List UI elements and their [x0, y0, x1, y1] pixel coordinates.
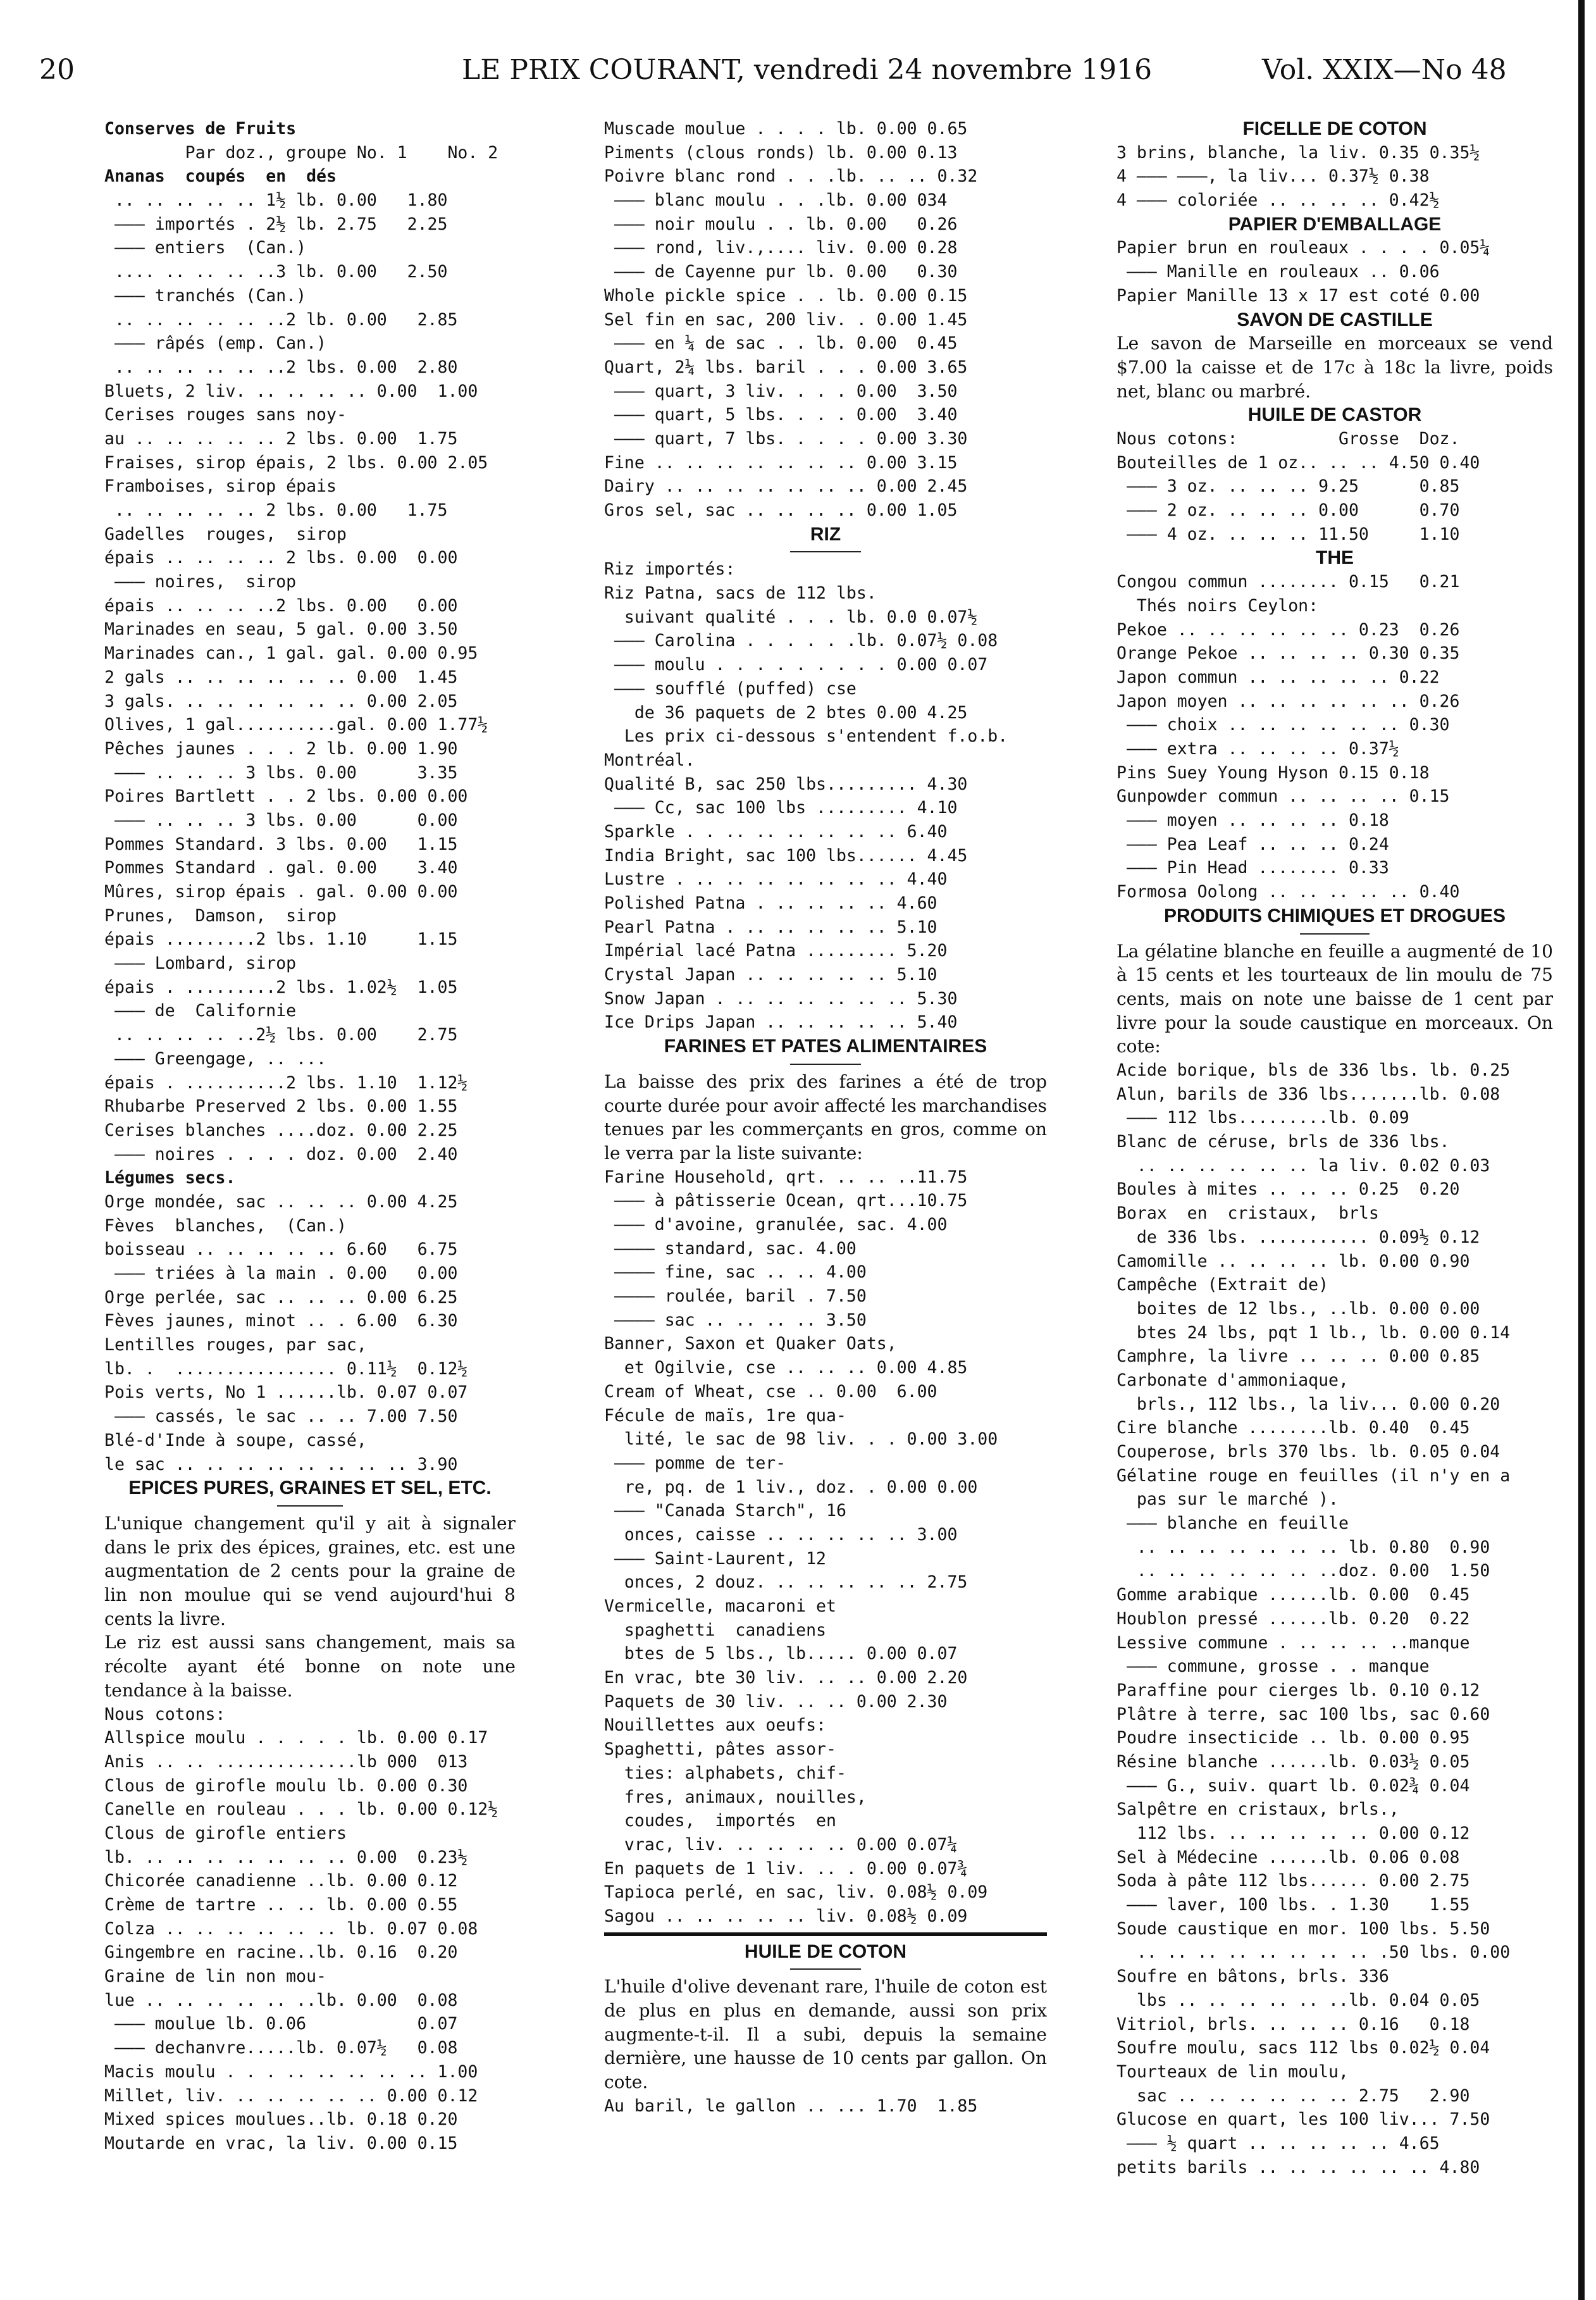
price-line: Piments (clous ronds) lb. 0.00 0.13	[604, 142, 958, 163]
price-line: Cerises blanches ....doz. 0.00 2.25	[104, 1120, 458, 1140]
price-line: Vermicelle, macaroni et	[604, 1596, 836, 1617]
price-line: .. .. .. .. .. .. ..doz. 0.00 1.50	[1117, 1561, 1490, 1581]
price-line: Gingembre en racine..lb. 0.16 0.20	[104, 1943, 458, 1963]
price-line: ——— cassés, le sac .. .. 7.00 7.50	[104, 1407, 458, 1427]
price-line: Poivre blanc rond . . .lb. .. .. 0.32	[604, 166, 978, 187]
price-line: Banner, Saxon et Quaker Oats,	[604, 1334, 897, 1354]
price-line: ——— d'avoine, granulée, sac. 4.00	[604, 1215, 948, 1235]
price-line: ——— 3 oz. .. .. .. 9.25 0.85	[1117, 476, 1460, 497]
price-line: ——— Pea Leaf .. .. .. 0.24	[1117, 834, 1389, 854]
price-line: ——— pomme de ter-	[604, 1453, 786, 1473]
price-line: .... .. .. .. ..3 lb. 0.00 2.50	[104, 262, 448, 282]
price-line: Pois verts, No 1 ......lb. 0.07 0.07	[104, 1383, 468, 1403]
price-line: Paraffine pour cierges lb. 0.10 0.12	[1117, 1680, 1480, 1700]
price-line: 2 gals .. .. .. .. .. .. 0.00 1.45	[104, 667, 458, 687]
price-line: Polished Patna . .. .. .. .. 4.60	[604, 893, 937, 914]
price-line: Sagou .. .. .. .. .. liv. 0.08½ 0.09	[604, 1906, 968, 1926]
price-line: Bouteilles de 1 oz.. .. .. 4.50 0.40	[1117, 452, 1480, 473]
price-line: Les prix ci-dessous s'entendent f.o.b.	[604, 726, 1008, 747]
price-line: Acide borique, bls de 336 lbs. lb. 0.25	[1117, 1060, 1511, 1081]
price-line: ——— moyen .. .. .. .. 0.18	[1117, 811, 1389, 831]
price-line: Pommes Standard. 3 lbs. 0.00 1.15	[104, 834, 458, 854]
column-left	[104, 117, 516, 2156]
price-line: Canelle en rouleau . . . lb. 0.00 0.12½	[104, 1800, 498, 1820]
price-line: ——— rond, liv.,.... liv. 0.00 0.28	[604, 238, 958, 258]
price-line: Crystal Japan .. .. .. .. .. 5.10	[604, 965, 937, 985]
page-number: 20	[39, 54, 75, 86]
price-line: Whole pickle spice . . lb. 0.00 0.15	[604, 285, 968, 306]
price-line: ——— triées à la main . 0.00 0.00	[104, 1264, 458, 1283]
price-line: ——— 112 lbs.........lb. 0.09	[1117, 1108, 1409, 1128]
price-line: boisseau .. .. .. .. .. 6.60 6.75	[104, 1240, 458, 1260]
price-line: .. .. .. .. .. ..2 lb. 0.00 2.85	[104, 309, 458, 330]
price-line: ——— Cc, sac 100 lbs ......... 4.10	[604, 798, 958, 818]
price-line: Japon moyen .. .. .. .. .. .. 0.26	[1117, 691, 1460, 711]
paragraph: La baisse des prix des farines a été de trop courte durée pour avoir affecté les marchandises tenues par les commerçants en gros, comme on le verra par la liste suivante:	[604, 1071, 1047, 1164]
price-line: Snow Japan . .. .. .. .. .. .. 5.30	[604, 988, 958, 1009]
price-line: ——— dechanvre.....lb. 0.07½ 0.08	[104, 2038, 458, 2058]
price-line: Congou commun ........ 0.15 0.21	[1117, 572, 1460, 592]
price-line: Formosa Oolong .. .. .. .. .. 0.40	[1117, 882, 1460, 902]
newspaper-title: LE PRIX COURANT, vendredi 24 novembre 1916	[462, 54, 1153, 86]
price-line: Qualité B, sac 250 lbs......... 4.30	[604, 774, 968, 794]
price-line: lb. . ................ 0.11½ 0.12½	[104, 1358, 468, 1379]
price-line: btes de 5 lbs., lb..... 0.00 0.07	[604, 1644, 958, 1664]
price-line: Glucose en quart, les 100 liv... 7.50	[1117, 2110, 1490, 2130]
price-line: En vrac, bte 30 liv. .. .. 0.00 2.20	[604, 1668, 968, 1688]
price-line: Paquets de 30 liv. .. .. 0.00 2.30	[604, 1691, 948, 1712]
price-line: Boules à mites .. .. .. 0.25 0.20	[1117, 1179, 1460, 1200]
price-line: Macis moulu . . . .. .. .. .. .. 1.00	[104, 2061, 478, 2082]
price-line: ———— fine, sac .. .. 4.00	[604, 1262, 867, 1283]
price-line: Pearl Patna . .. .. .. .. .. 5.10	[604, 917, 937, 937]
price-line: Olives, 1 gal..........gal. 0.00 1.77½	[104, 715, 488, 735]
price-line: ——— de Californie	[104, 1001, 297, 1021]
price-line: Salpêtre en cristaux, brls.,	[1117, 1800, 1399, 1820]
volume-number: Vol. XXIX—No 48	[1262, 54, 1507, 86]
price-line: ——— de Cayenne pur lb. 0.00 0.30	[604, 262, 958, 282]
price-line: Borax en cristaux, brls	[1117, 1203, 1379, 1224]
paragraph: Le riz est aussi sans changement, mais sa récolte ayant été bonne on note une tendance à la baisse.	[104, 1632, 516, 1701]
price-line: Nous cotons:	[104, 1704, 226, 1724]
price-line: Conserves de Fruits	[104, 119, 297, 139]
price-line: brls., 112 lbs., la liv... 0.00 0.20	[1117, 1394, 1500, 1414]
price-line: Nous cotons: Grosse Doz.	[1117, 429, 1460, 449]
price-line: Marinades can., 1 gal. gal. 0.00 0.95	[104, 643, 478, 664]
price-line: Soude caustique en mor. 100 lbs. 5.50	[1117, 1918, 1490, 1939]
price-line: Carbonate d'ammoniaque,	[1117, 1370, 1349, 1390]
price-line: Muscade moulue . . . . lb. 0.00 0.65	[604, 119, 968, 139]
price-line: épais . ..........2 lbs. 1.10 1.12½	[104, 1072, 468, 1093]
price-line: Crème de tartre .. .. lb. 0.00 0.55	[104, 1895, 458, 1915]
price-line: .. .. .. .. .. 2 lbs. 0.00 1.75	[104, 500, 448, 520]
price-line: Pommes Standard . gal. 0.00 3.40	[104, 858, 458, 878]
price-line: Allspice moulu . . . . . lb. 0.00 0.17	[104, 1728, 488, 1748]
section-heading: THE	[1316, 547, 1354, 569]
price-line: Orange Pekoe .. .. .. .. 0.30 0.35	[1117, 643, 1460, 664]
price-line: onces, 2 douz. .. .. .. .. .. 2.75	[604, 1572, 968, 1593]
price-line: Clous de girofle moulu lb. 0.00 0.30	[104, 1775, 468, 1796]
price-line: 4 ——— ———, la liv... 0.37½ 0.38	[1117, 166, 1430, 187]
price-line: ——— Pin Head ........ 0.33	[1117, 858, 1389, 878]
price-line: ——— .. .. .. 3 lbs. 0.00 3.35	[104, 762, 458, 783]
price-line: ——— râpés (emp. Can.)	[104, 333, 326, 354]
price-line: .. .. .. .. .. .. .. lb. 0.80 0.90	[1117, 1537, 1490, 1557]
price-line: Campêche (Extrait de)	[1117, 1275, 1329, 1295]
price-line: Fèves jaunes, minot .. . 6.00 6.30	[104, 1311, 458, 1331]
price-line: ——— extra .. .. .. .. 0.37½	[1117, 739, 1399, 759]
price-line: ——— ½ quart .. .. .. .. .. 4.65	[1117, 2133, 1440, 2153]
section-heading: PRODUITS CHIMIQUES ET DROGUES	[1163, 905, 1506, 926]
price-line: Riz Patna, sacs de 112 lbs.	[604, 583, 877, 604]
price-line: Camomille .. .. .. .. lb. 0.00 0.90	[1117, 1251, 1470, 1271]
paragraph: L'huile d'olive devenant rare, l'huile de coton est de plus en plus en demande, aussi son prix augmente-t-il. Il a subi, depuis la semaine dernière, une hausse de 10 cents par gallon. On cote.	[604, 1976, 1047, 2093]
price-line: onces, caisse .. .. .. .. .. 3.00	[604, 1524, 958, 1545]
price-line: ——— choix .. .. .. .. .. .. 0.30	[1117, 715, 1450, 735]
price-line: Cerises rouges sans noy-	[104, 405, 347, 425]
price-line: Soufre moulu, sacs 112 lbs 0.02½ 0.04	[1117, 2038, 1490, 2058]
price-line: Couperose, brls 370 lbs. lb. 0.05 0.04	[1117, 1442, 1500, 1462]
price-line: Pêches jaunes . . . 2 lb. 0.00 1.90	[104, 738, 458, 759]
price-line: vrac, liv. .. .. .. .. 0.00 0.07¼	[604, 1834, 958, 1855]
section-divider	[604, 1059, 1047, 1070]
price-line: de 336 lbs. ........... 0.09½ 0.12	[1117, 1227, 1480, 1247]
price-line: Chicorée canadienne ..lb. 0.00 0.12	[104, 1871, 458, 1891]
price-line: ———— standard, sac. 4.00	[604, 1238, 857, 1259]
price-line: Rhubarbe Preserved 2 lbs. 0.00 1.55	[104, 1097, 458, 1117]
price-line: boites de 12 lbs., ..lb. 0.00 0.00	[1117, 1298, 1480, 1319]
price-line: Orge perlée, sac .. .. .. 0.00 6.25	[104, 1287, 458, 1307]
price-line: suivant qualité . . . lb. 0.0 0.07½	[604, 607, 978, 627]
price-line: Gélatine rouge en feuilles (il n'y en a	[1117, 1465, 1511, 1486]
page-edge-rule	[1578, 0, 1585, 2300]
price-line: Fécule de maïs, 1re qua-	[604, 1405, 846, 1426]
price-line: ——— G., suiv. quart lb. 0.02¾ 0.04	[1117, 1775, 1470, 1796]
price-line: .. .. .. .. ..2½ lbs. 0.00 2.75	[104, 1025, 458, 1045]
paragraph: L'unique changement qu'il y ait à signaler dans le prix des épices, graines, etc. est une augmentation de 2 cents pour la graine de lin non moulue qui se vend aujourd'hui 8 cents la livre.	[104, 1512, 516, 1629]
price-line: spaghetti canadiens	[604, 1620, 826, 1640]
section-heading: FARINES ET PATES ALIMENTAIRES	[664, 1036, 987, 1057]
price-line: Alun, barils de 336 lbs.......lb. 0.08	[1117, 1084, 1500, 1104]
section-heading: EPICES PURES, GRAINES ET SEL, ETC.	[128, 1477, 492, 1499]
price-line: ——— à pâtisserie Ocean, qrt...10.75	[604, 1191, 968, 1211]
price-line: ——— moulu . . . . . . . . . 0.00 0.07	[604, 655, 988, 675]
price-line: Plâtre à terre, sac 100 lbs, sac 0.60	[1117, 1704, 1490, 1724]
price-line: 3 brins, blanche, la liv. 0.35 0.35½	[1117, 142, 1480, 163]
price-line: Lentilles rouges, par sac,	[104, 1335, 367, 1355]
price-line: Clous de girofle entiers	[104, 1823, 347, 1843]
price-line: Fèves blanches, (Can.)	[104, 1215, 347, 1236]
price-line: Cire blanche ........lb. 0.40 0.45	[1117, 1418, 1470, 1438]
price-line: sac .. .. .. .. .. .. 2.75 2.90	[1117, 2086, 1470, 2106]
price-line: ——— 4 oz. .. .. .. 11.50 1.10	[1117, 524, 1460, 544]
paragraph: Le savon de Marseille en morceaux se vend $7.00 la caisse et de 17c à 18c la livre, poids net, blanc ou marbré.	[1117, 333, 1553, 402]
price-line: btes 24 lbs, pqt 1 lb., lb. 0.00 0.14	[1117, 1322, 1511, 1343]
price-line: Gros sel, sac .. .. .. .. 0.00 1.05	[604, 500, 958, 520]
section-heading: HUILE DE COTON	[744, 1941, 907, 1962]
price-line: ——— 2 oz. .. .. .. 0.00 0.70	[1117, 500, 1460, 521]
page-header	[0, 54, 1596, 98]
price-line: Poires Bartlett . . 2 lbs. 0.00 0.00	[104, 786, 468, 807]
price-line: lité, le sac de 98 liv. . . 0.00 3.00	[604, 1429, 998, 1450]
price-line: lue .. .. .. .. .. ..lb. 0.00 0.08	[104, 1990, 458, 2010]
price-line: ties: alphabets, chif-	[604, 1763, 846, 1783]
price-line: Impérial lacé Patna ......... 5.20	[604, 941, 948, 961]
price-line: 112 lbs. .. .. .. .. .. 0.00 0.12	[1117, 1824, 1470, 1844]
price-line: Pekoe .. .. .. .. .. .. 0.23 0.26	[1117, 619, 1460, 640]
price-line: Millet, liv. .. .. .. .. .. 0.00 0.12	[104, 2086, 478, 2106]
section-heading: PAPIER D'EMBALLAGE	[1228, 213, 1442, 235]
price-line: Gunpowder commun .. .. .. .. 0.15	[1117, 786, 1450, 807]
price-line: Fine .. .. .. .. .. .. .. 0.00 3.15	[604, 452, 958, 473]
price-line: .. .. .. .. .. .. .. .. .50 lbs. 0.00	[1117, 1943, 1511, 1963]
price-line: ——— quart, 7 lbs. . . . . 0.00 3.30	[604, 428, 968, 449]
section-heading: SAVON DE CASTILLE	[1237, 309, 1433, 330]
price-line: En paquets de 1 liv. .. . 0.00 0.07¾	[604, 1858, 968, 1879]
price-line: ——— laver, 100 lbs. . 1.30 1.55	[1117, 1895, 1470, 1915]
price-line: re, pq. de 1 liv., doz. . 0.00 0.00	[604, 1477, 978, 1497]
price-line: ——— .. .. .. 3 lbs. 0.00 0.00	[104, 810, 458, 830]
price-line: Blanc de céruse, brls de 336 lbs.	[1117, 1132, 1450, 1152]
price-line: Cream of Wheat, cse .. 0.00 6.00	[604, 1381, 937, 1402]
price-line: Par doz., groupe No. 1 No. 2	[104, 142, 498, 163]
price-line: ——— en ¼ de sac . . lb. 0.00 0.45	[604, 333, 958, 354]
price-line: Graine de lin non mou-	[104, 1967, 326, 1987]
price-line: ——— blanc moulu . . .lb. 0.00 034	[604, 190, 948, 211]
price-line: Japon commun .. .. .. .. .. 0.22	[1117, 667, 1440, 687]
section-divider	[604, 546, 1047, 557]
price-line: Framboises, sirop épais	[104, 476, 337, 497]
price-line: Spaghetti, pâtes assor-	[604, 1739, 836, 1760]
price-line: ——— noires, sirop	[104, 572, 297, 592]
price-line: ———— roulée, baril . 7.50	[604, 1286, 867, 1307]
price-line: Marinades en seau, 5 gal. 0.00 3.50	[104, 619, 458, 640]
price-line: Gomme arabique ......lb. 0.00 0.45	[1117, 1585, 1470, 1605]
price-line: épais .........2 lbs. 1.10 1.15	[104, 929, 458, 950]
price-line: ——— soufflé (puffed) cse	[604, 678, 857, 699]
price-line: ——— noires . . . . doz. 0.00 2.40	[104, 1144, 458, 1164]
section-divider	[104, 1500, 516, 1512]
price-line: ——— blanche en feuille	[1117, 1514, 1349, 1534]
price-line: ——— Carolina . . . . . .lb. 0.07½ 0.08	[604, 631, 998, 651]
price-line: Thés noirs Ceylon:	[1117, 595, 1319, 616]
price-line: ——— noir moulu . . lb. 0.00 0.26	[604, 214, 958, 234]
price-line: épais . .........2 lbs. 1.02½ 1.05	[104, 977, 458, 997]
section-heading: FICELLE DE COTON	[1242, 118, 1427, 139]
price-line: ——— tranchés (Can.)	[104, 285, 307, 306]
price-line: Camphre, la livre .. .. .. 0.00 0.85	[1117, 1346, 1480, 1367]
price-line: 4 ——— coloriée .. .. .. .. 0.42½	[1117, 190, 1440, 211]
price-line: ——— importés . 2½ lb. 2.75 2.25	[104, 214, 448, 234]
price-line: ——— commune, grosse . . manque	[1117, 1657, 1430, 1677]
price-line: Sparkle . . .. .. .. .. .. .. 6.40	[604, 821, 948, 842]
price-line: Ice Drips Japan .. .. .. .. .. 5.40	[604, 1012, 958, 1033]
section-heading: HUILE DE CASTOR	[1247, 404, 1422, 426]
price-line: Sel fin en sac, 200 liv. . 0.00 1.45	[604, 309, 968, 330]
price-line: Au baril, le gallon .. ... 1.70 1.85	[604, 2096, 978, 2116]
price-line: coudes, importés en	[604, 1811, 836, 1831]
price-line: India Bright, sac 100 lbs...... 4.45	[604, 845, 968, 866]
price-line: ——— quart, 5 lbs. . . . 0.00 3.40	[604, 405, 958, 425]
price-line: épais .. .. .. .. 2 lbs. 0.00 0.00	[104, 548, 458, 568]
price-line: Soda à pâte 112 lbs...... 0.00 2.75	[1117, 1871, 1470, 1891]
price-line: Lustre . .. .. .. .. .. .. .. 4.40	[604, 869, 948, 890]
price-line: Tapioca perlé, en sac, liv. 0.08½ 0.09	[604, 1882, 988, 1903]
price-line: ——— Lombard, sirop	[104, 954, 297, 974]
price-line: 3 gals. .. .. .. .. .. .. 0.00 2.05	[104, 691, 458, 711]
price-line: Riz importés:	[604, 559, 736, 580]
price-line: Poudre insecticide .. lb. 0.00 0.95	[1117, 1728, 1470, 1748]
price-line: Nouillettes aux oeufs:	[604, 1715, 826, 1736]
price-line: ——— "Canada Starch", 16	[604, 1501, 846, 1521]
price-line: Houblon pressé ......lb. 0.20 0.22	[1117, 1608, 1470, 1629]
price-line: Sel à Médecine ......lb. 0.06 0.08	[1117, 1847, 1460, 1867]
price-line: Gadelles rouges, sirop	[104, 524, 347, 544]
price-line: ——— entiers (Can.)	[104, 238, 307, 258]
price-line: Anis .. .. ..............lb 000 013	[104, 1751, 468, 1772]
column-middle	[604, 117, 1047, 2118]
price-line: Ananas coupés en dés	[104, 166, 337, 187]
price-line: Papier Manille 13 x 17 est coté 0.00	[1117, 285, 1480, 306]
price-line: de 36 paquets de 2 btes 0.00 4.25	[604, 702, 968, 723]
price-line: Mixed spices moulues..lb. 0.18 0.20	[104, 2110, 458, 2130]
price-line: Soufre en bâtons, brls. 336	[1117, 1967, 1389, 1987]
price-line: ——— quart, 3 liv. . . . 0.00 3.50	[604, 381, 958, 401]
price-line: fres, animaux, nouilles,	[604, 1787, 867, 1807]
price-line: le sac .. .. .. .. .. .. .. .. 3.90	[104, 1454, 458, 1474]
price-line: Montréal.	[604, 750, 695, 770]
price-line: épais .. .. .. ..2 lbs. 0.00 0.00	[104, 595, 458, 616]
price-line: Farine Household, qrt. .. .. ..11.75	[604, 1167, 968, 1187]
price-line: lb. .. .. .. .. .. .. .. 0.00 0.23½	[104, 1847, 468, 1867]
price-line: pas sur le marché ).	[1117, 1489, 1339, 1510]
price-line: Bluets, 2 liv. .. .. .. .. 0.00 1.00	[104, 381, 478, 401]
price-line: ——— Greengage, .. ...	[104, 1048, 326, 1069]
paragraph: La gélatine blanche en feuille a augmenté de 10 à 15 cents et les tourteaux de lin moulu de 75 cents, mais on note une baisse de 1 cent par livre pour la soude caustique en morceaux. On cote:	[1117, 940, 1553, 1057]
price-line: lbs .. .. .. .. .. ..lb. 0.04 0.05	[1117, 1990, 1480, 2010]
price-line: ——— Saint-Laurent, 12	[604, 1548, 826, 1569]
section-heading: RIZ	[810, 523, 841, 545]
price-line: Prunes, Damson, sirop	[104, 905, 337, 926]
price-line: Blé-d'Inde à soupe, cassé,	[104, 1430, 367, 1450]
price-line: au .. .. .. .. .. 2 lbs. 0.00 1.75	[104, 428, 458, 449]
price-line: .. .. .. .. .. 1½ lb. 0.00 1.80	[104, 190, 448, 211]
price-line: Pins Suey Young Hyson 0.15 0.18	[1117, 762, 1430, 783]
price-line: .. .. .. .. .. .. la liv. 0.02 0.03	[1117, 1155, 1490, 1176]
section-divider	[1117, 928, 1553, 940]
price-line: Orge mondée, sac .. .. .. 0.00 4.25	[104, 1191, 458, 1212]
price-line: Légumes secs.	[104, 1168, 236, 1188]
price-line: ——— Manille en rouleaux .. 0.06	[1117, 262, 1440, 282]
section-divider	[604, 1929, 1047, 1940]
price-line: Colza .. .. .. .. .. .. lb. 0.07 0.08	[104, 1918, 478, 1939]
price-line: Vitriol, brls. .. .. .. 0.16 0.18	[1117, 2014, 1470, 2034]
price-line: Tourteaux de lin moulu,	[1117, 2061, 1349, 2082]
price-line: Fraises, sirop épais, 2 lbs. 0.00 2.05	[104, 452, 488, 473]
section-divider	[604, 1963, 1047, 1975]
price-line: Moutarde en vrac, la liv. 0.00 0.15	[104, 2133, 458, 2153]
price-line: .. .. .. .. .. ..2 lbs. 0.00 2.80	[104, 357, 458, 377]
price-line: Mûres, sirop épais . gal. 0.00 0.00	[104, 882, 458, 902]
price-line: Papier brun en rouleaux . . . . 0.05¼	[1117, 238, 1490, 258]
price-line: Résine blanche ......lb. 0.03½ 0.05	[1117, 1751, 1470, 1772]
price-line: ——— moulue lb. 0.06 0.07	[104, 2014, 458, 2034]
price-line: Lessive commune . .. .. .. ..manque	[1117, 1632, 1470, 1653]
price-line: ———— sac .. .. .. .. 3.50	[604, 1310, 867, 1330]
column-right	[1117, 117, 1553, 2179]
price-line: Quart, 2¼ lbs. baril . . . 0.00 3.65	[604, 357, 968, 377]
price-line: et Ogilvie, cse .. .. .. 0.00 4.85	[604, 1358, 968, 1378]
price-line: petits barils .. .. .. .. .. .. 4.80	[1117, 2157, 1480, 2177]
price-line: Dairy .. .. .. .. .. .. .. 0.00 2.45	[604, 476, 968, 497]
